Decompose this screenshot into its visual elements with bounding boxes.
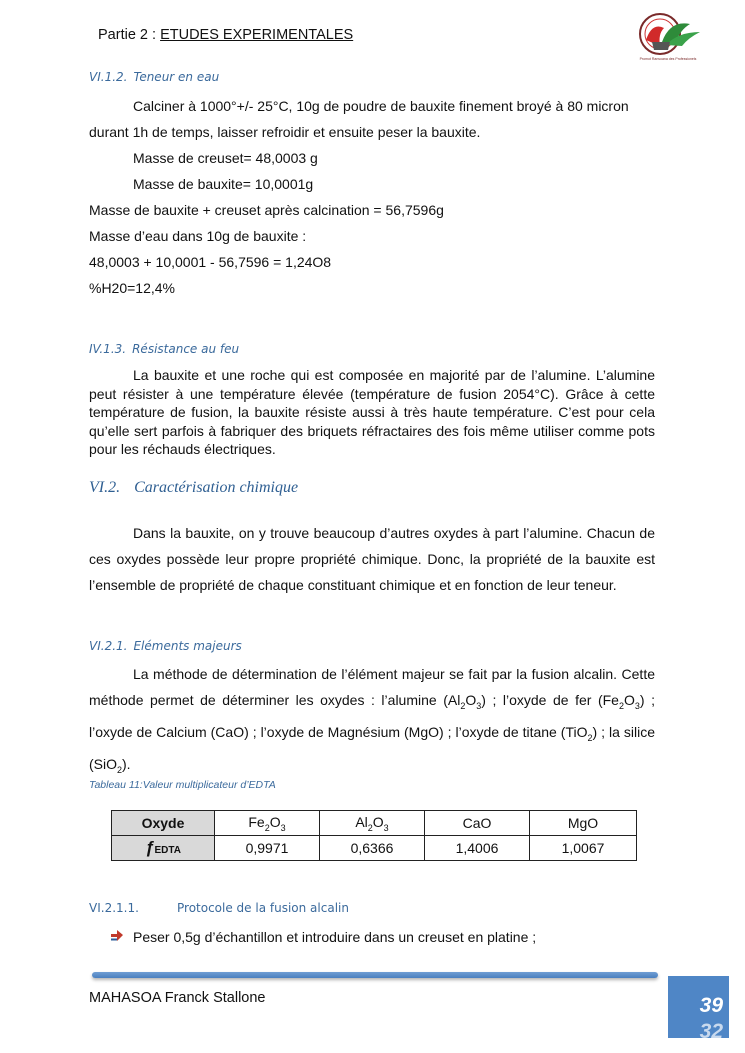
sub: 3	[280, 822, 286, 833]
page-number-ghost: 32	[699, 1020, 723, 1038]
oxide-text: O	[269, 813, 281, 830]
institution-logo	[630, 12, 704, 64]
section-heading-major	[89, 639, 242, 653]
sub: 2	[618, 700, 624, 711]
section-heading-water	[89, 70, 219, 84]
major-text: O	[465, 692, 477, 708]
section-number: IV.1.3.	[89, 342, 127, 356]
major-text-d: ) ; la silice (SiO	[89, 723, 655, 772]
section-heading-fire	[89, 342, 239, 356]
section-title: Eléments majeurs	[133, 639, 242, 653]
section-number: VI.2.1.1.	[89, 901, 139, 915]
oxide-cell	[425, 811, 530, 836]
table-header-cell	[112, 836, 215, 861]
value-cell: 1,4006	[425, 836, 530, 861]
sub: 3	[634, 700, 640, 711]
logo-caption: Promot Ransoana des Professionels	[639, 57, 697, 61]
fire-paragraph: La bauxite et une roche qui est composée en majorité par de l’alumine. L’alumine peut résister à une température élevée (température de fusion 2054°C). Grâce à cette température de fusion, la bauxite résiste aussi à très haute température. C’est pour cela qu’elle sert parfois à fabriquer des briquets réfractaires des fois même utiliser comme pots pour les réchauds électriques.	[89, 367, 655, 457]
edta-label: EDTA	[154, 845, 181, 856]
oxide-text: O	[372, 813, 384, 830]
section-title: Résistance au feu	[132, 342, 240, 356]
sub: 2	[460, 700, 466, 711]
water-line-2: durant 1h de temps, laisser refroidir et ensuite peser la bauxite.	[89, 124, 481, 140]
page-number: 39	[699, 994, 723, 1017]
major-paragraph	[89, 661, 655, 782]
major-text-b: ) ; l’oxyde de fer (Fe	[481, 692, 619, 708]
header-prefix: Partie 2 :	[98, 27, 161, 43]
bullet-text: Peser 0,5g d’échantillon et introduire dans un creuset en platine ;	[133, 929, 537, 945]
section-heading-chem	[89, 479, 298, 497]
water-line-3: Masse de creuset= 48,0003 g	[133, 150, 318, 166]
major-text-c: ) ; l’oxyde de Calcium (CaO) ; l’oxyde de Magnésium (MgO) ; l’oxyde de titane (TiO	[89, 692, 655, 740]
section-title: Teneur en eau	[133, 70, 220, 84]
chem-paragraph: Dans la bauxite, on y trouve beaucoup d’autres oxydes à part l’alumine. Chacun de ces oxydes possède leur propre propriété chimique. Donc, la propriété de la bauxite est l’ensemble de propriété de chaque constituant chimique et en fonction de leur teneur.	[89, 525, 655, 593]
water-line-1: Calciner à 1000°+/- 25°C, 10g de poudre de bauxite finement broyé à 80 micron	[133, 98, 629, 114]
value-cell: 0,6366	[320, 836, 425, 861]
sub: 2	[367, 822, 373, 833]
header-title: ETUDES EXPERIMENTALES	[160, 27, 354, 43]
major-text-a: La méthode de détermination de l’élément majeur se fait par la fusion alcalin. Cette méthode permet de déterminer les oxydes : l’alumine (Al	[89, 666, 655, 708]
footer-rule	[92, 972, 658, 978]
sub: 2	[264, 822, 270, 833]
oxide-text: CaO	[462, 815, 492, 831]
value-cell: 1,0067	[530, 836, 637, 861]
section-heading-protocol	[89, 901, 349, 915]
oxide-text: MgO	[567, 815, 599, 831]
table-caption: Tableau 11:Valeur multiplicateur d’EDTA	[89, 779, 276, 791]
water-line-7: 48,0003 + 10,0001 - 56,7596 = 1,24O8	[89, 254, 332, 270]
sub: 3	[383, 822, 389, 833]
arrow-bullet-icon	[110, 929, 124, 943]
major-text: O	[623, 692, 635, 708]
water-line-4: Masse de bauxite= 10,0001g	[133, 176, 314, 192]
section-number: VI.2.1.	[89, 639, 128, 653]
sub: 2	[117, 764, 123, 775]
oxide-text: Al	[355, 813, 368, 830]
page-header	[98, 27, 353, 43]
section-number: VI.2.	[89, 479, 121, 496]
oxide-cell	[530, 811, 637, 836]
water-line-6: Masse d’eau dans 10g de bauxite :	[89, 228, 307, 244]
major-text-e: ).	[122, 755, 131, 772]
oxide-text: Fe	[248, 813, 265, 830]
oxide-cell	[320, 811, 425, 836]
table-row	[112, 811, 637, 836]
oxide-cell	[215, 811, 320, 836]
section-title: Caractérisation chimique	[134, 479, 299, 496]
sub: 2	[587, 732, 593, 743]
page-number-box	[668, 976, 729, 1038]
water-line-8: %H20=12,4%	[89, 280, 176, 296]
edta-table	[111, 810, 637, 861]
section-number: VI.1.2.	[89, 70, 128, 84]
footer-author: MAHASOA Franck Stallone	[89, 990, 266, 1006]
table-header-cell: Oxyde	[112, 811, 215, 836]
f-symbol: ƒ	[145, 838, 155, 857]
table-row	[112, 836, 637, 861]
section-title: Protocole de la fusion alcalin	[177, 901, 349, 915]
water-line-5: Masse de bauxite + creuset après calcination = 56,7596g	[89, 202, 444, 218]
value-cell: 0,9971	[215, 836, 320, 861]
sub: 3	[476, 700, 482, 711]
